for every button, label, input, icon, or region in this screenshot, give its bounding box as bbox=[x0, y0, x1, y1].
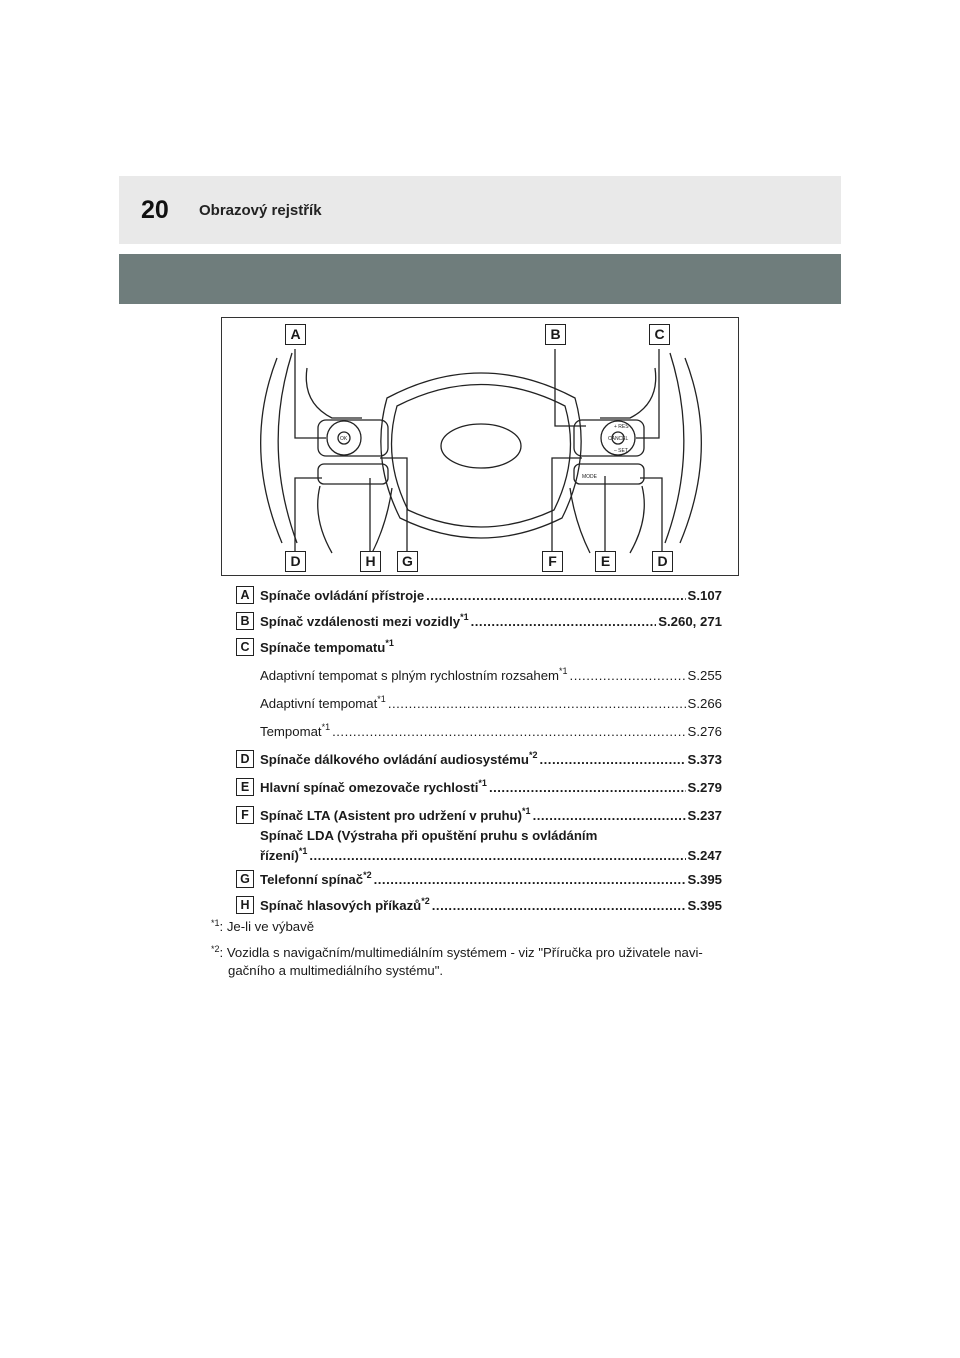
wheel-hub bbox=[381, 373, 581, 538]
page-ref: S.237 bbox=[687, 808, 722, 823]
page-ref: S.255 bbox=[687, 668, 722, 683]
callout-c: C bbox=[649, 324, 670, 345]
callout-d-right: D bbox=[652, 551, 673, 572]
legend-key: B bbox=[236, 612, 254, 630]
legend-item: Spínač vzdálenosti mezi vozidly $^{*1}$ ..... S.260, 271 bbox=[260, 610, 722, 630]
set-label: – SET bbox=[614, 448, 628, 454]
legend-item: Spínače tempomatu $^{*1}$ bbox=[260, 638, 394, 655]
legend-key: D bbox=[236, 750, 254, 768]
page-ref: S.279 bbox=[687, 780, 722, 795]
legend-subitem: Adaptivní tempomat s plným rychlostním rozsahem $^{*1}$ ..... S.255 bbox=[260, 664, 722, 684]
page-ref: S.266 bbox=[687, 696, 722, 711]
page-ref: S.395 bbox=[687, 898, 722, 913]
legend-key: F bbox=[236, 806, 254, 824]
legend-subitem: Tempomat $^{*1}$ ..... S.276 bbox=[260, 720, 722, 740]
footnote-1: $^{*1}$: Je-li ve výbavě bbox=[211, 918, 315, 934]
legend-item: Hlavní spínač omezovače rychlosti $^{*1}$ ..... S.279 bbox=[260, 776, 722, 796]
callout-a: A bbox=[285, 324, 306, 345]
legend-item: Spínače dálkového ovládání audiosystému $^{*2}$ ..... S.373 bbox=[260, 748, 722, 768]
mode-label: MODE bbox=[582, 474, 597, 480]
page-ref: S.247 bbox=[687, 848, 722, 863]
page-ref: S.395 bbox=[687, 872, 722, 887]
legend-item: Spínač hlasových příkazů $^{*2}$ ..... S.395 bbox=[260, 894, 722, 914]
legend-key: E bbox=[236, 778, 254, 796]
steering-wheel-figure bbox=[221, 317, 739, 576]
callout-f: F bbox=[542, 551, 563, 572]
callout-g: G bbox=[397, 551, 418, 572]
legend-item: Spínač LTA (Asistent pro udržení v pruhu) $^{*1}$ ..... S.237 bbox=[260, 804, 722, 824]
callout-b: B bbox=[545, 324, 566, 345]
legend-key: H bbox=[236, 896, 254, 914]
res-label: + RES bbox=[614, 424, 629, 430]
legend-item: Telefonní spínač $^{*2}$ ..... S.395 bbox=[260, 868, 722, 888]
airbag-emblem bbox=[441, 424, 521, 468]
footnote-2: $^{*2}$: Vozidla s navigačním/multimediálním systémem - viz "Příručka pro uživatele navi- bbox=[211, 944, 703, 960]
legend-subitem: Adaptivní tempomat $^{*1}$ ..... S.266 bbox=[260, 692, 722, 712]
page-ref: S.276 bbox=[687, 724, 722, 739]
section-title: Obrazový rejstřík bbox=[199, 202, 322, 219]
page-ref: S.107 bbox=[687, 588, 722, 603]
steering-wheel-drawing bbox=[222, 318, 740, 577]
legend-item-continued: řízení) $^{*1}$ ..... S.247 bbox=[260, 844, 722, 864]
legend-key: G bbox=[236, 870, 254, 888]
legend-item: Spínače ovládání přístroje ..... S.107 bbox=[260, 584, 722, 604]
callout-d-left: D bbox=[285, 551, 306, 572]
callout-h: H bbox=[360, 551, 381, 572]
legend-key: A bbox=[236, 586, 254, 604]
title-band bbox=[119, 254, 841, 304]
legend-item-continued: Spínač LDA (Výstraha při opuštění pruhu s ovládáním bbox=[260, 828, 598, 843]
page-number: 20 bbox=[141, 196, 169, 224]
page-ref: S.260, 271 bbox=[658, 614, 722, 629]
page-ref: S.373 bbox=[687, 752, 722, 767]
ok-label: OK bbox=[340, 436, 348, 442]
legend-key: C bbox=[236, 638, 254, 656]
cancel-label: CANCEL bbox=[608, 436, 629, 442]
footnote-2-continued: gačního a multimediálního systému". bbox=[228, 963, 444, 978]
page-header bbox=[119, 176, 841, 244]
left-switch-pad bbox=[318, 420, 388, 456]
callout-e: E bbox=[595, 551, 616, 572]
